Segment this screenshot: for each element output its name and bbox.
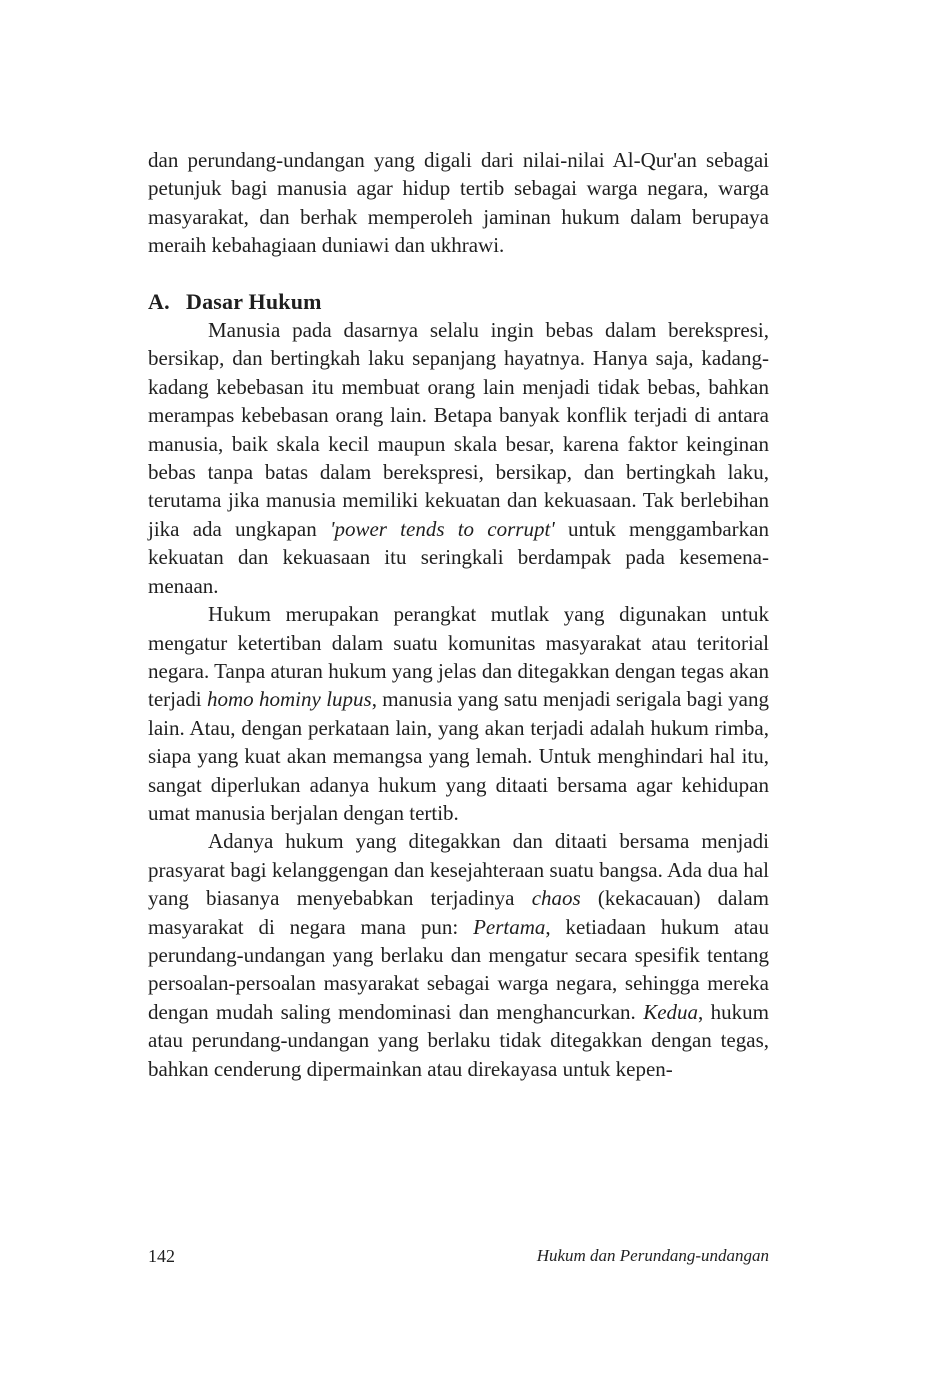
page-body <box>148 146 769 1083</box>
p1-text-b: untuk menggambarkan kekuatan dan kekuasaan itu seringkali berdampak pada kesemena-menaan. <box>148 516 769 598</box>
page-number: 142 <box>148 1246 175 1266</box>
section-title: Dasar Hukum <box>186 288 322 314</box>
p1-italic-phrase: 'power tends to corrupt' <box>329 516 555 541</box>
p3-text-c: , ketiadaan hukum atau perundang-undangan yang berlaku dan mengatur secara spesifik tentang persoalan-persoalan masyarakat sebagai warga negara, sehingga mereka dengan mudah saling mendominasi dan menghancurkan. <box>148 914 770 1024</box>
paragraph-2 <box>148 600 769 827</box>
p2-text-b: , manusia yang satu menjadi serigala bagi yang lain. Atau, dengan perkataan lain, yang akan terjadi adalah hukum rimba, siapa yang kuat akan memangsa yang lemah. Untuk menghindari hal itu, sangat diperlukan adanya hukum yang ditaati bersama agar kehidupan umat manusia berjalan dengan tertib. <box>148 687 769 825</box>
paragraph-3 <box>148 827 769 1083</box>
intro-paragraph: dan perundang-undangan yang digali dari nilai-nilai Al-Qur'an sebagai petunjuk bagi manusia agar hidup tertib sebagai warga negara, warga masyarakat, dan berhak memperoleh jaminan hukum dalam berupaya meraih kebahagiaan duniawi dan ukhrawi. <box>148 148 769 258</box>
running-title: Hukum dan Perundang-undangan <box>536 1246 769 1265</box>
p3-italic-pertama: Pertama <box>473 914 546 939</box>
p3-text-b: (kekacauan) dalam masyarakat di negara mana pun: <box>148 886 769 939</box>
p2-italic-phrase: homo hominy lupus <box>207 687 372 712</box>
p3-text-a: Adanya hukum yang ditegakkan dan ditaati bersama menjadi prasyarat bagi kelanggengan dan kesejahteraan suatu bangsa. Ada dua hal yang biasanya menyebabkan terjadinya <box>148 829 769 911</box>
p3-italic-kedua: Kedua <box>643 999 699 1024</box>
p1-text-a: Manusia pada dasarnya selalu ingin bebas dalam berekspresi, bersikap, dan bertingkah laku sepanjang hayatnya. Hanya saja, kadang-kadang kebebasan itu membuat orang lain menjadi tidak bebas, bahkan merampas kebebasan orang lain. Betapa banyak konflik terjadi di antara manusia, baik skala kecil maupun skala besar, karena faktor keinginan bebas tanpa batas dalam berekspresi, bersikap, dan bertingkah laku, terutama jika manusia memiliki kekuatan dan kekuasaan. Tak berlebihan jika ada ungkapan <box>148 318 769 541</box>
p2-text-a: Hukum merupakan perangkat mutlak yang digunakan untuk mengatur ketertiban dalam suatu komunitas masyarakat atau teritorial negara. Tanpa aturan hukum yang jelas dan ditegakkan dengan tegas akan terjadi <box>148 602 769 712</box>
p3-text-d: , hukum atau perundang-undangan yang berlaku tidak ditegakkan dengan tegas, bahkan cenderung dipermainkan atau direkayasa untuk kepen- <box>148 999 769 1081</box>
section-heading <box>148 288 769 316</box>
paragraph-1 <box>148 316 769 600</box>
p3-italic-chaos: chaos <box>531 886 581 911</box>
section-number: A. <box>148 288 170 314</box>
